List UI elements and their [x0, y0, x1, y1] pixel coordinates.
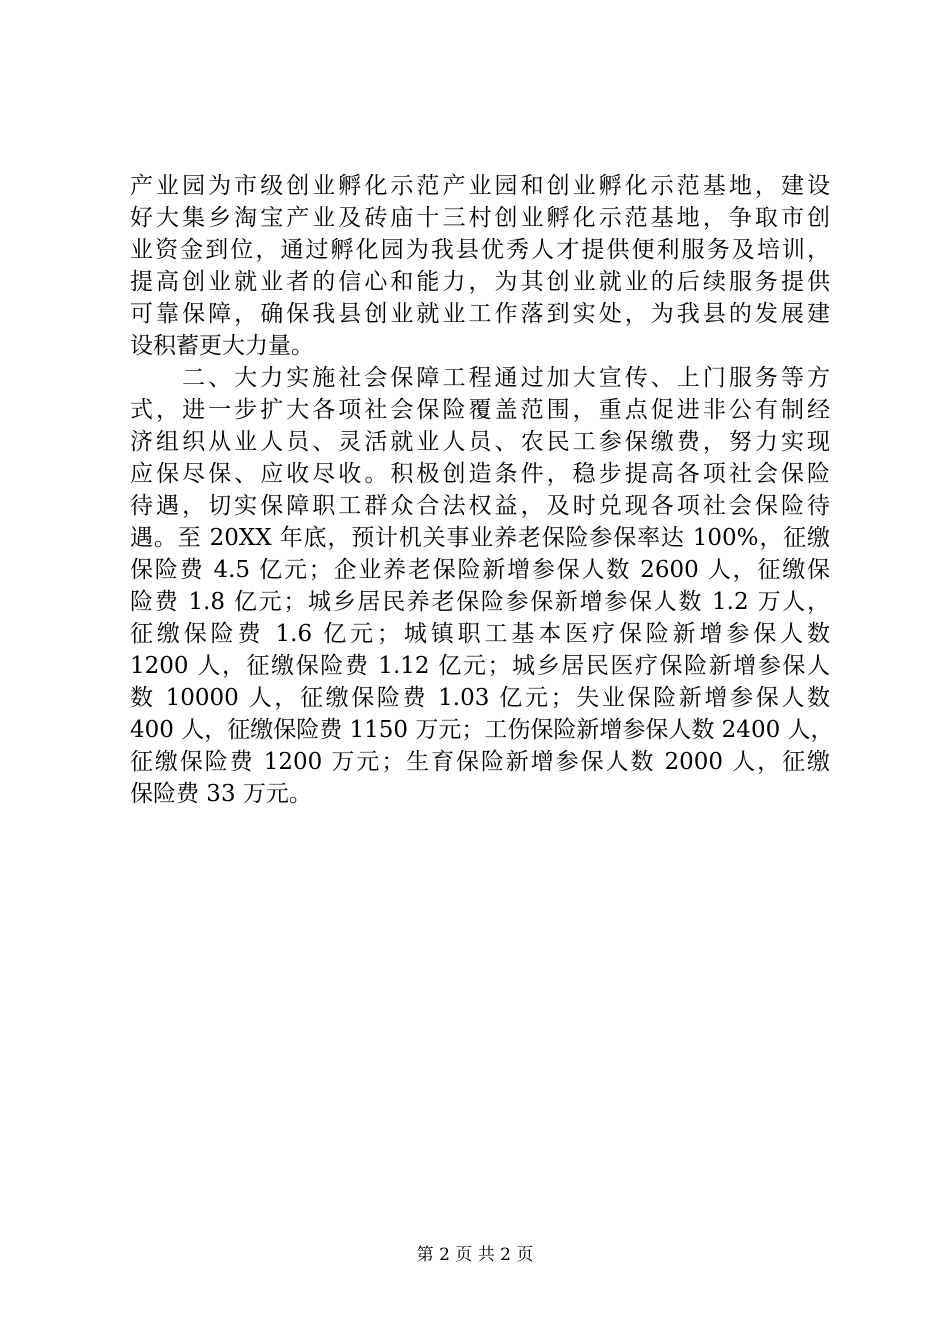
text-line: 式，进一步扩大各项社会保险覆盖范围，重点促进非公有制经 [130, 397, 830, 423]
text-line: 好大集乡淘宝产业及砖庙十三村创业孵化示范基地，争取市创 [130, 205, 830, 231]
text-line: 1200 人，征缴保险费 1.12 亿元；城乡居民医疗保险新增参保人 [130, 653, 830, 679]
text-line: 征缴保险费 1200 万元；生育保险新增参保人数 2000 人，征缴 [130, 749, 830, 775]
text-line: 400 人，征缴保险费 1150 万元；工伤保险新增参保人数 2400 人， [130, 717, 834, 743]
text-line: 征缴保险费 1.6 亿元；城镇职工基本医疗保险新增参保人数 [130, 621, 830, 647]
text-line: 数 10000 人，征缴保险费 1.03 亿元；失业保险新增参保人数 [130, 685, 830, 711]
text-line: 设积蓄更大力量。 [130, 333, 314, 359]
text-line: 二、大力实施社会保障工程通过加大宣传、上门服务等方 [130, 365, 830, 391]
text-line: 可靠保障，确保我县创业就业工作落到实处，为我县的发展建 [130, 301, 830, 327]
text-line: 提高创业就业者的信心和能力，为其创业就业的后续服务提供 [130, 269, 830, 295]
text-line: 保险费 33 万元。 [130, 781, 312, 807]
text-line: 业资金到位，通过孵化园为我县优秀人才提供便利服务及培训， [130, 237, 830, 263]
text-line: 遇。至 20XX 年底，预计机关事业养老保险参保率达 100%，征缴 [130, 525, 830, 551]
text-line: 济组织从业人员、灵活就业人员、农民工参保缴费，努力实现 [130, 429, 830, 455]
text-line: 应保尽保、应收尽收。积极创造条件，稳步提高各项社会保险 [130, 461, 830, 487]
text-line: 产业园为市级创业孵化示范产业园和创业孵化示范基地，建设 [130, 173, 830, 199]
text-line: 待遇，切实保障职工群众合法权益，及时兑现各项社会保险待 [130, 493, 830, 519]
text-line: 保险费 4.5 亿元；企业养老保险新增参保人数 2600 人，征缴保 [130, 557, 830, 583]
text-line: 险费 1.8 亿元；城乡居民养老保险参保新增参保人数 1.2 万人， [130, 589, 830, 615]
page-number-label: 第 2 页 共 2 页 [416, 1245, 534, 1265]
document-body [130, 170, 834, 810]
page-footer [0, 1244, 950, 1266]
